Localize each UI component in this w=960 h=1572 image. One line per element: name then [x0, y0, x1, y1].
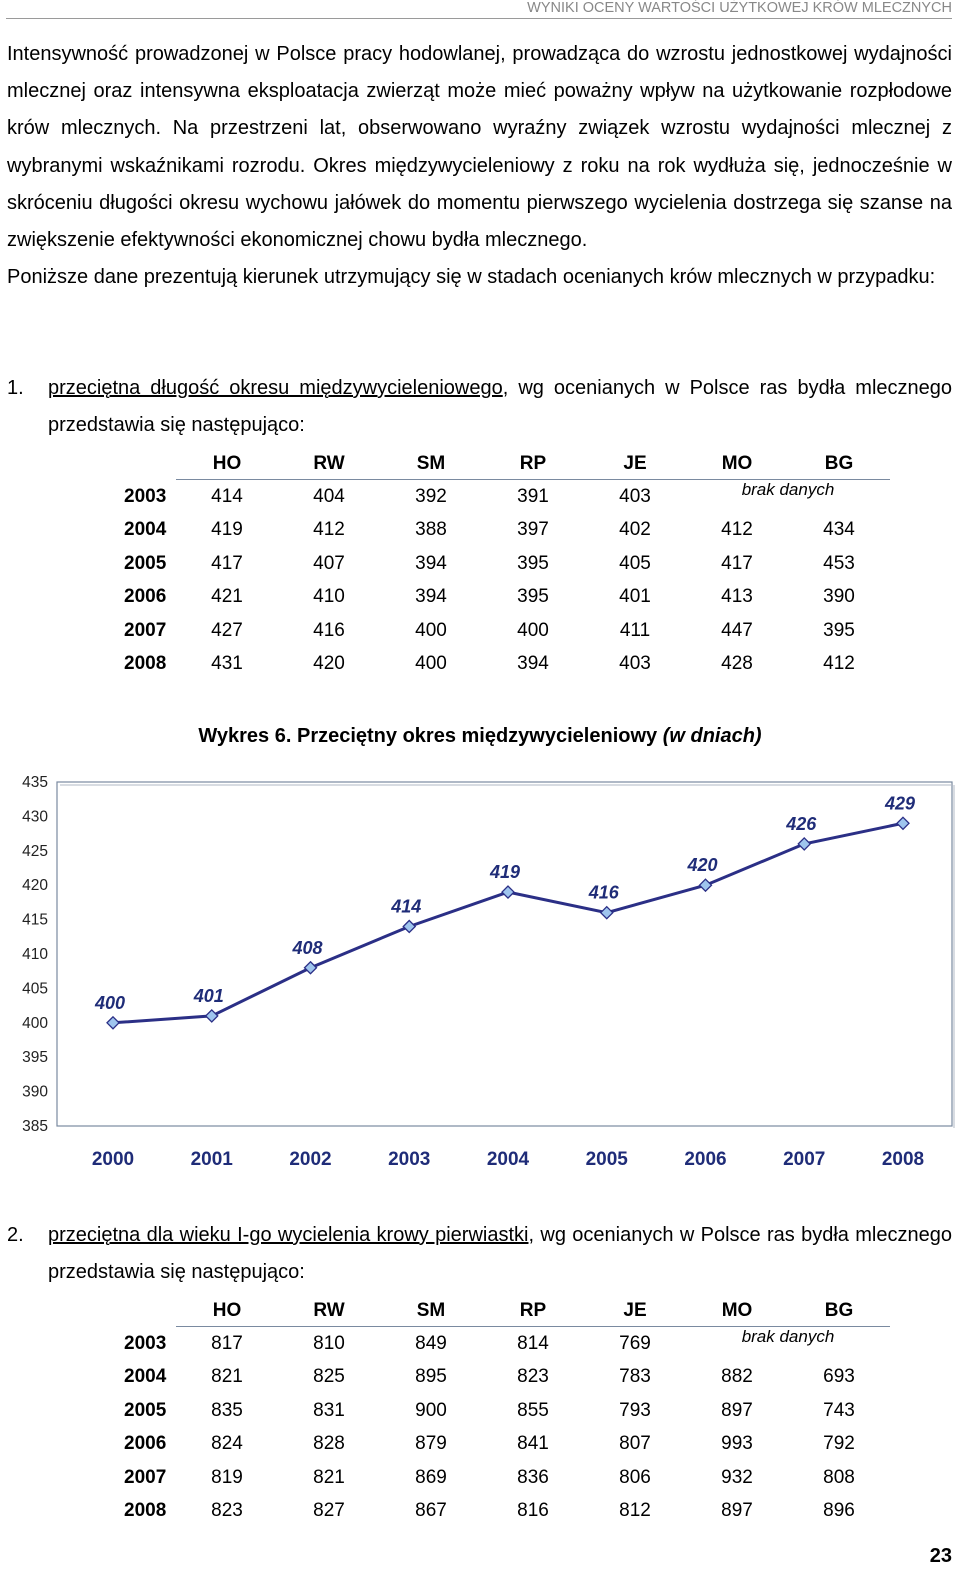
column-header-sm: SM: [380, 449, 482, 480]
row-year: 2006: [124, 1433, 167, 1455]
table-cell: 395: [823, 619, 855, 641]
table-cell: 895: [415, 1366, 447, 1388]
x-tick-label: 2002: [289, 1149, 332, 1170]
table-cell: 403: [619, 485, 651, 507]
table-cell: 414: [211, 485, 243, 507]
table-cell: 897: [721, 1399, 753, 1421]
y-tick-label: 385: [22, 1118, 48, 1135]
data-point-marker: [107, 1017, 119, 1029]
data-point-marker: [403, 920, 415, 932]
column-header-ho: HO: [176, 449, 278, 480]
table-cell: 693: [823, 1366, 855, 1388]
y-tick-label: 390: [22, 1083, 48, 1101]
table-cell: 420: [313, 653, 345, 675]
table-cell: 836: [517, 1466, 549, 1488]
table-cell: 896: [823, 1500, 855, 1522]
list-item-1: [7, 370, 952, 444]
table-cell: 808: [823, 1466, 855, 1488]
table-cell: 743: [823, 1399, 855, 1421]
table-row: [114, 581, 890, 615]
table-cell: 395: [517, 552, 549, 574]
table-cell: 783: [619, 1366, 651, 1388]
table-cell: 849: [415, 1332, 447, 1354]
table-cell: 810: [313, 1332, 345, 1354]
first-calving-age-table: [114, 1296, 890, 1528]
table-cell: 793: [619, 1399, 651, 1421]
data-label: 416: [588, 882, 619, 903]
table-cell: 400: [415, 619, 447, 641]
x-tick-label: 2004: [486, 1149, 530, 1170]
table-cell: 427: [211, 619, 243, 641]
table-cell: 412: [823, 653, 855, 675]
page-number: 23: [929, 1545, 952, 1567]
table-cell: 391: [517, 485, 549, 507]
column-header-je: JE: [584, 1296, 686, 1327]
column-header-bg: BG: [788, 449, 890, 480]
data-label: 401: [193, 985, 224, 1006]
table-cell: 867: [415, 1500, 447, 1522]
row-year: 2004: [124, 519, 167, 541]
row-year: 2008: [124, 1500, 167, 1522]
data-label: 420: [687, 855, 718, 876]
chart-title-unit: (w dniach): [662, 725, 762, 747]
data-label: 414: [391, 896, 422, 917]
table-cell: 812: [619, 1500, 651, 1522]
table-cell: 807: [619, 1433, 651, 1455]
y-tick-label: 410: [22, 946, 48, 963]
x-tick-label: 2001: [190, 1149, 233, 1170]
data-point-marker: [206, 1010, 218, 1022]
table-cell: 407: [313, 552, 345, 574]
row-year: 2006: [124, 586, 167, 608]
table-cell: 828: [313, 1433, 345, 1455]
row-year: 2007: [124, 619, 167, 641]
table-cell: 412: [313, 519, 345, 541]
intro-paragraph-2: Poniższe dane prezentują kierunek utrzymujący się w stadach ocenianych krów mlecznych w przypadku:: [7, 266, 936, 289]
table-cell: 792: [823, 1433, 855, 1455]
table-row: [114, 514, 890, 548]
data-label: 419: [489, 862, 521, 883]
table-cell: 410: [313, 586, 345, 608]
table-corner: [114, 1296, 176, 1327]
row-year: 2007: [124, 1466, 167, 1488]
table-cell: 390: [823, 586, 855, 608]
column-header-rw: RW: [278, 1296, 380, 1327]
table-cell: 394: [517, 653, 549, 675]
table-cell: 823: [517, 1366, 549, 1388]
y-tick-label: 415: [22, 911, 48, 929]
table-cell: 416: [313, 619, 345, 641]
table-cell: 823: [211, 1500, 243, 1522]
plot-frame: [57, 782, 952, 1126]
table-row: [114, 1394, 890, 1428]
list-underlined-1: przeciętna długość okresu międzywycieleniowego: [48, 377, 503, 399]
list-text-2: [48, 1217, 952, 1291]
table-cell: 821: [211, 1366, 243, 1388]
table-cell: 388: [415, 519, 447, 541]
table-cell: 417: [211, 552, 243, 574]
table-cell: 394: [415, 586, 447, 608]
table-cell: 932: [721, 1466, 753, 1488]
column-header-bg: BG: [788, 1296, 890, 1327]
table-row: [114, 1461, 890, 1495]
table-cell: 993: [721, 1433, 753, 1455]
table-cell: 413: [721, 586, 753, 608]
column-header-ho: HO: [176, 1296, 278, 1327]
intro-text: [7, 36, 952, 296]
row-year: 2003: [124, 1332, 167, 1354]
table-cell: 400: [415, 653, 447, 675]
table-cell: 806: [619, 1466, 651, 1488]
data-point-marker: [798, 838, 810, 850]
list-underlined-2: przeciętna dla wieku I-go wycielenia krowy pierwiastki: [48, 1224, 529, 1246]
row-year: 2003: [124, 485, 167, 507]
x-tick-label: 2000: [91, 1149, 135, 1170]
table-cell: 419: [211, 519, 243, 541]
no-data-note: brak danych: [741, 1327, 835, 1346]
table-cell: 411: [619, 619, 651, 641]
table-cell: 404: [313, 485, 345, 507]
table-row: [114, 648, 890, 682]
x-tick-label: 2006: [684, 1149, 727, 1170]
table-cell: 397: [517, 519, 549, 541]
table-cell: 431: [211, 653, 243, 675]
no-data-note: brak danych: [741, 480, 835, 499]
intro-paragraph-1: Intensywność prowadzonej w Polsce pracy hodowlanej, prowadząca do wzrostu jednostkowej wydajności mlecznej oraz intensywna eksploatacja zwierząt może mieć poważny wpływ na użytkowanie rozpłodowe krów mlecznych. Na przestrzeni lat, obserwowano wyraźny związek wzrostu wydajności mlecznej z wybranymi wskaźnikami rozrodu. Okres międzywycieleniowy z roku na rok wydłuża się, jednocześnie w skróceniu długości okresu wychowu jałówek do momentu pierwszego wycielenia dostrzega się szanse na zwiększenie efektywności ekonomicznej chowu bydła mlecznego.: [7, 43, 952, 252]
table-cell: 841: [517, 1433, 549, 1455]
x-tick-label: 2003: [388, 1149, 431, 1170]
table-cell: 392: [415, 485, 447, 507]
series-line: [113, 823, 903, 1023]
table-cell: 400: [517, 619, 549, 641]
x-tick-label: 2005: [585, 1149, 628, 1170]
data-label: 429: [884, 793, 916, 814]
table-cell: 395: [517, 586, 549, 608]
table-cell: 405: [619, 552, 651, 574]
x-tick-label: 2007: [783, 1149, 826, 1170]
y-tick-label: 400: [22, 1014, 48, 1032]
table-cell: 417: [721, 552, 753, 574]
table-cell: 394: [415, 552, 447, 574]
list-item-2: [7, 1217, 952, 1291]
column-header-rw: RW: [278, 449, 380, 480]
table-cell: 816: [517, 1500, 549, 1522]
table-cell: 434: [823, 519, 855, 541]
table-row: [114, 1327, 890, 1361]
table-cell: 879: [415, 1433, 447, 1455]
row-year: 2008: [124, 653, 167, 675]
column-header-rp: RP: [482, 1296, 584, 1327]
x-tick-label: 2008: [881, 1149, 925, 1170]
table-row: [114, 1495, 890, 1529]
table-cell: 447: [721, 619, 753, 641]
data-point-marker: [601, 907, 613, 919]
table-header-row: [114, 1296, 890, 1327]
header-rule: [6, 18, 952, 19]
list-number-2: 2.: [7, 1224, 24, 1246]
column-header-mo: MO: [686, 449, 788, 480]
y-tick-label: 430: [22, 808, 48, 826]
row-year: 2004: [124, 1366, 167, 1388]
column-header-je: JE: [584, 449, 686, 480]
table-cell: 882: [721, 1366, 753, 1388]
table-cell: 819: [211, 1466, 243, 1488]
table-cell: 824: [211, 1433, 243, 1455]
table-cell: 831: [313, 1399, 345, 1421]
list-number-1: 1.: [7, 377, 24, 399]
data-label: 400: [94, 992, 126, 1013]
data-label: 408: [292, 937, 323, 958]
table-cell: 769: [619, 1332, 651, 1354]
y-tick-label: 435: [22, 774, 48, 791]
table-cell: 817: [211, 1332, 243, 1354]
table-cell: 403: [619, 653, 651, 675]
y-tick-label: 405: [22, 980, 48, 998]
data-point-marker: [700, 879, 712, 891]
list-rest-2: , wg ocenianych w Polsce ras bydła mlecznego przedstawia się następująco:: [48, 1224, 952, 1284]
table-cell: 428: [721, 653, 753, 675]
table-row: [114, 480, 890, 514]
table-cell: 412: [721, 519, 753, 541]
table-cell: 402: [619, 519, 651, 541]
table-cell: 869: [415, 1466, 447, 1488]
calving-interval-chart: [0, 760, 960, 1180]
table-corner: [114, 449, 176, 480]
row-year: 2005: [124, 552, 167, 574]
table-cell: 825: [313, 1366, 345, 1388]
table-cell: 900: [415, 1399, 447, 1421]
table-row: [114, 547, 890, 581]
column-header-rp: RP: [482, 449, 584, 480]
table-row: [114, 1361, 890, 1395]
chart-title-main: Wykres 6. Przeciętny okres międzywycieleniowy: [198, 725, 663, 747]
y-tick-label: 395: [22, 1049, 48, 1067]
table-cell: 827: [313, 1500, 345, 1522]
table-row: [114, 614, 890, 648]
table-cell: 835: [211, 1399, 243, 1421]
chart-title: [0, 725, 960, 748]
running-header: WYNIKI OCENY WARTOŚCI UŻYTKOWEJ KRÓW MLECZNYCH: [527, 0, 952, 16]
calving-interval-table: [114, 449, 890, 681]
table-cell: 453: [823, 552, 855, 574]
y-tick-label: 420: [22, 877, 48, 895]
data-point-marker: [502, 886, 514, 898]
data-point-marker: [305, 962, 317, 974]
table-cell: 897: [721, 1500, 753, 1522]
column-header-mo: MO: [686, 1296, 788, 1327]
table-cell: 401: [619, 586, 651, 608]
table-cell: 855: [517, 1399, 549, 1421]
table-row: [114, 1428, 890, 1462]
table-cell: 814: [517, 1332, 549, 1354]
table-header-row: [114, 449, 890, 480]
row-year: 2005: [124, 1399, 167, 1421]
list-text-1: [48, 370, 952, 444]
data-point-marker: [897, 817, 909, 829]
list-rest-1: , wg ocenianych w Polsce ras bydła mlecznego przedstawia się następująco:: [48, 377, 952, 437]
table-cell: 821: [313, 1466, 345, 1488]
data-label: 426: [786, 813, 817, 834]
column-header-sm: SM: [380, 1296, 482, 1327]
table-cell: 421: [211, 586, 243, 608]
y-tick-label: 425: [22, 842, 48, 860]
